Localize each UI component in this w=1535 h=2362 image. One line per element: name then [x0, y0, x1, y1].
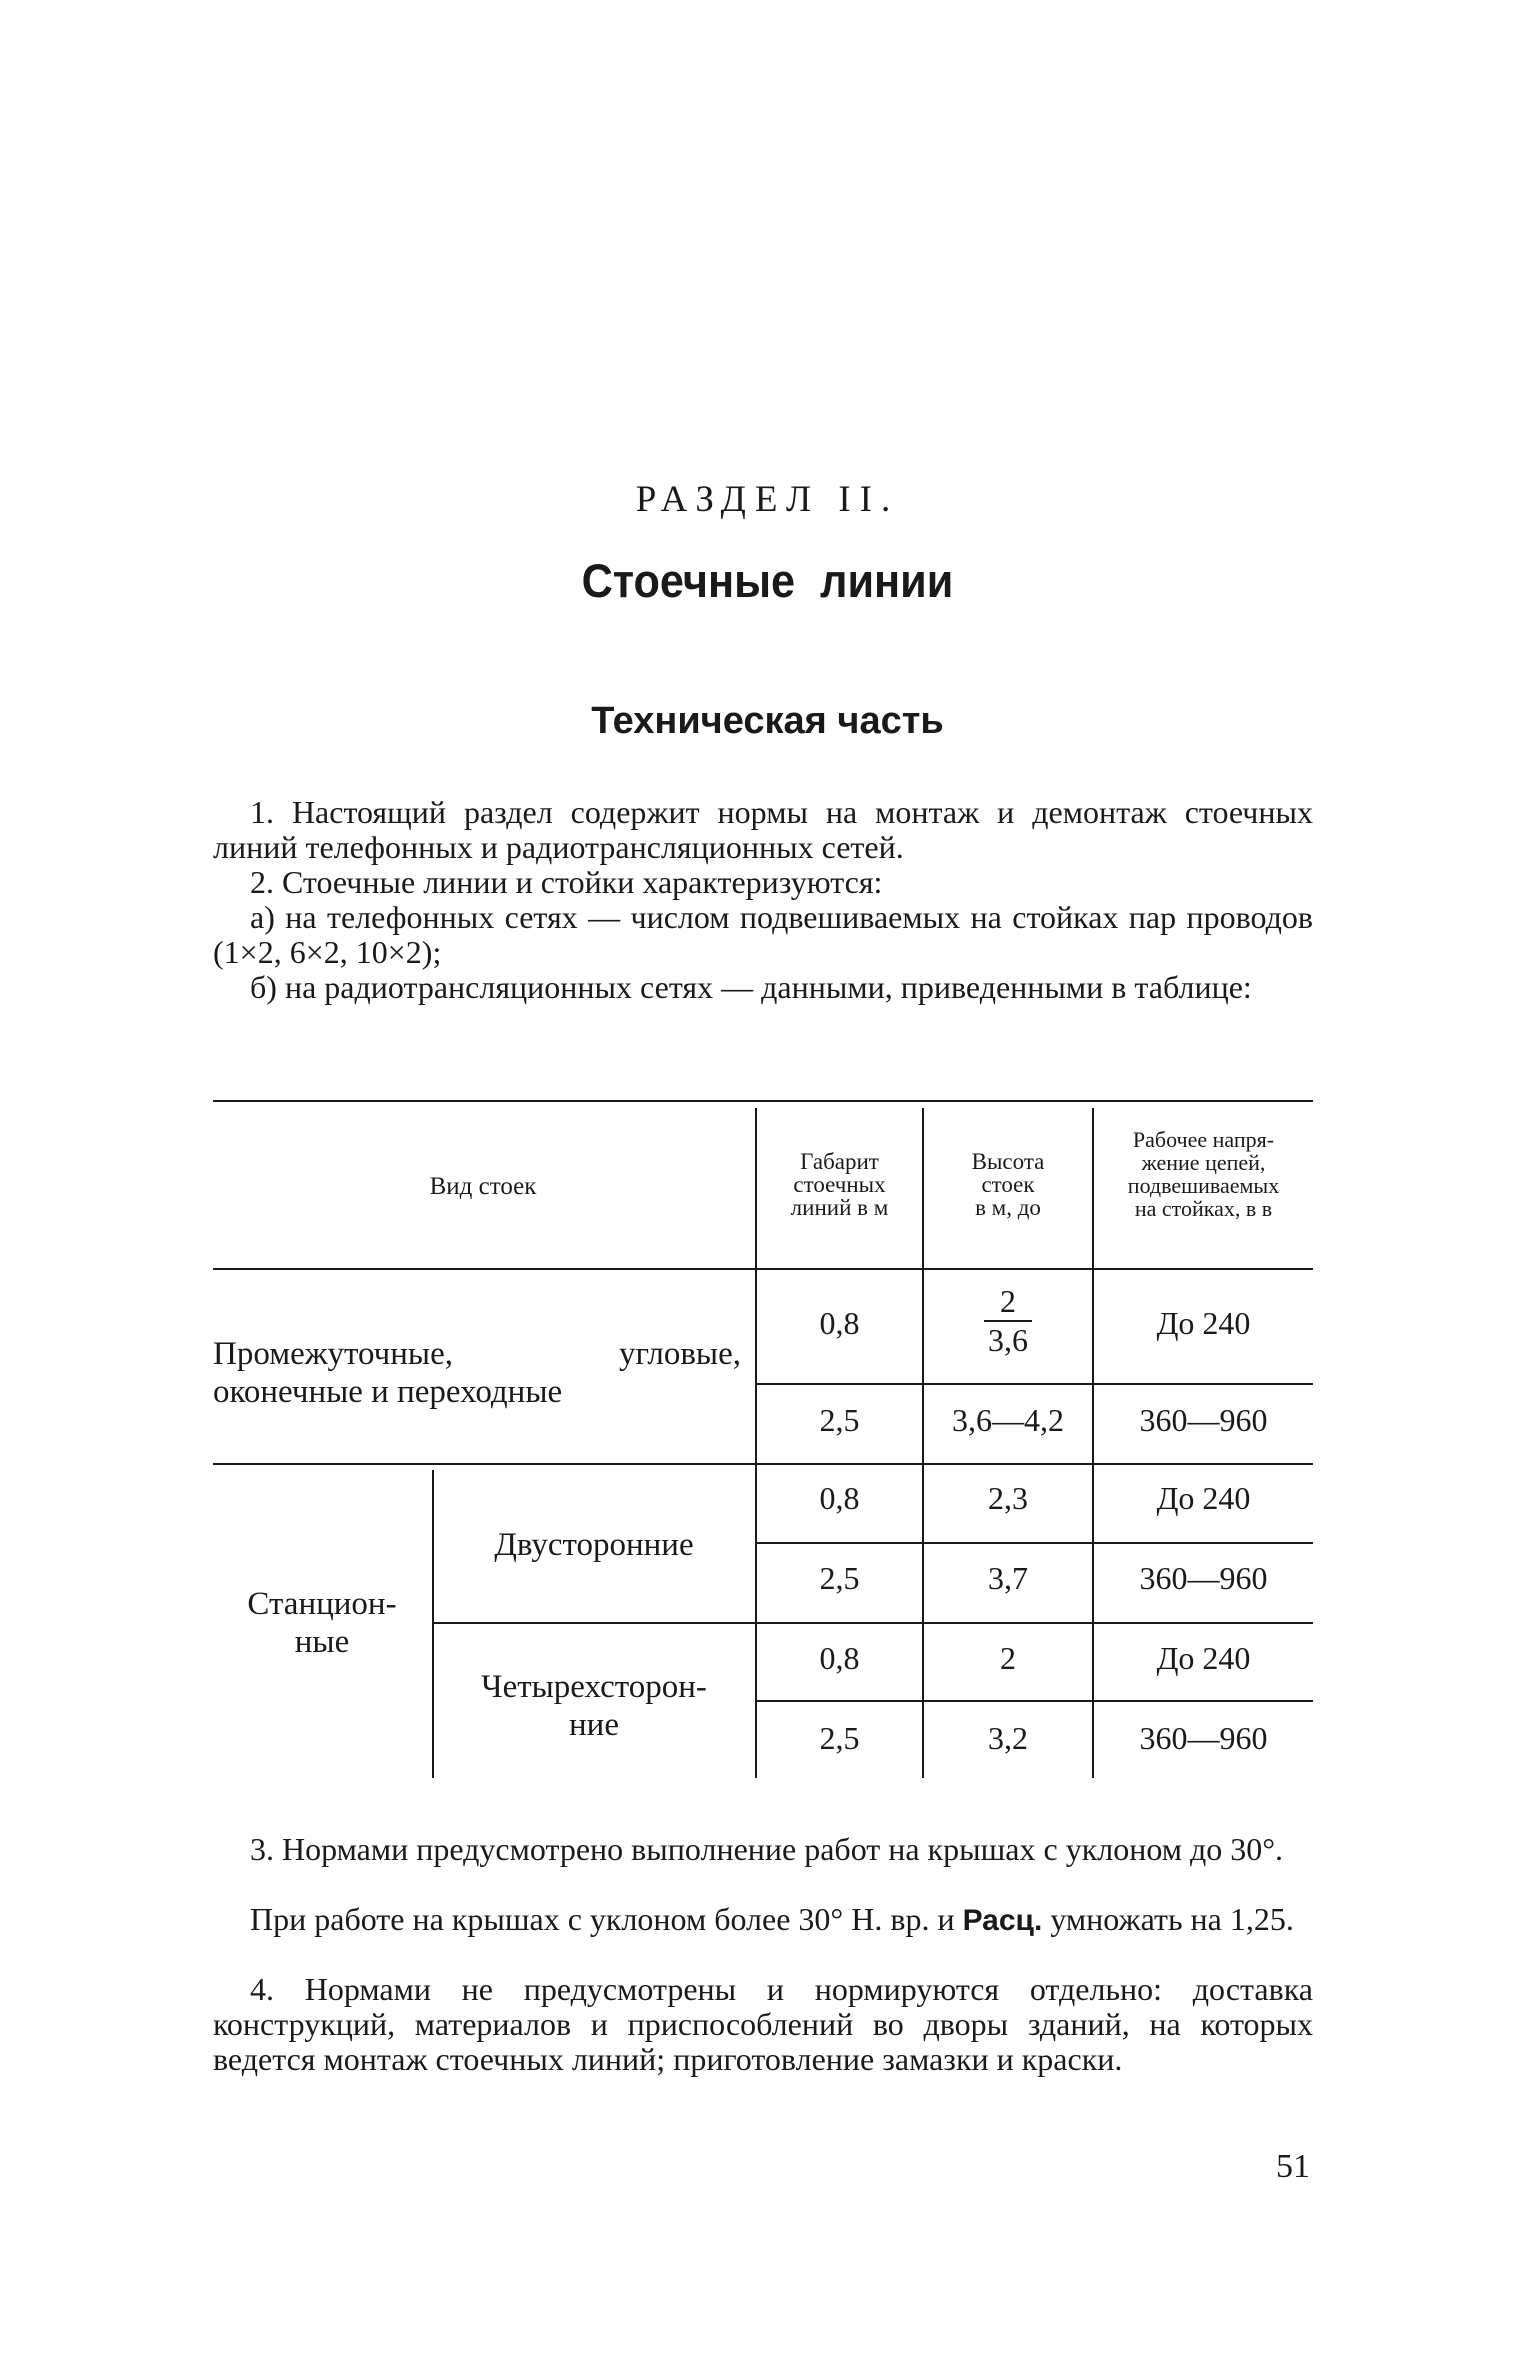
page-title: Стоечные линии	[581, 554, 954, 607]
paragraph-2a: а) на телефонных сетях — числом подвешиваемых на стойках пар проводов (1×2, 6×2, 10×2);	[213, 899, 1313, 970]
s2r2-voltage: 360—960	[1139, 1720, 1268, 1756]
row-rule-g1	[757, 1383, 1313, 1385]
sub2-label: Четырехсторон- ние	[481, 1669, 707, 1743]
g1r1-height: 2 3,6	[924, 1283, 1092, 1359]
header-voltage: Рабочее напря- жение цепей, подвешиваемых на стойках, в в	[1127, 1127, 1280, 1221]
group-rule	[213, 1463, 1313, 1465]
row-rule-s1	[757, 1542, 1313, 1544]
g1r1-gabarit: 0,8	[819, 1305, 860, 1341]
paragraph-4: 4. Нормами не предусмотрены и нормируются отдельно: доставка конструкций, материалов и приспособлений во дворы зданий, на которых ведется монтаж стоечных линий; приготовление замазки и краски.	[213, 1971, 1313, 2077]
s1r1-gabarit: 0,8	[819, 1480, 860, 1516]
s1r2-gabarit: 2,5	[819, 1560, 860, 1596]
sub1-label: Двусторонние	[494, 1527, 694, 1563]
section-label: РАЗДЕЛ II.	[635, 479, 900, 520]
group2-label: Станцион- ные	[247, 1586, 397, 1660]
g1r1-voltage: До 240	[1156, 1305, 1251, 1341]
s1r1-height: 2,3	[988, 1480, 1028, 1516]
paragraph-2: 2. Стоечные линии и стойки характеризуются:	[250, 864, 883, 900]
table-header-rule	[213, 1268, 1313, 1270]
s1r2-voltage: 360—960	[1139, 1560, 1268, 1596]
g1r2-gabarit: 2,5	[819, 1402, 860, 1438]
subgroup-rule	[433, 1622, 1313, 1624]
s2r2-height: 3,2	[988, 1720, 1028, 1756]
table-top-rule	[213, 1100, 1313, 1102]
g1r2-voltage: 360—960	[1139, 1402, 1268, 1438]
row-rule-s2	[757, 1700, 1313, 1702]
paragraph-2b: б) на радиотрансляционных сетях — данными, приведенными в таблице:	[250, 969, 1252, 1005]
group1-label: Промежуточные, угловые, оконечные и переходные	[213, 1336, 741, 1410]
s2r2-gabarit: 2,5	[819, 1720, 860, 1756]
paragraph-3b: При работе на крышах с уклоном более 30° Н. вр. и Расц. умножать на 1,25.	[250, 1901, 1294, 1937]
s2r1-gabarit: 0,8	[819, 1640, 860, 1676]
s2r1-voltage: До 240	[1156, 1640, 1251, 1676]
header-height: Высота стоек в м, до	[971, 1149, 1045, 1220]
header-type: Вид стоек	[429, 1173, 537, 1200]
s1r1-voltage: До 240	[1156, 1480, 1251, 1516]
s2r1-height: 2	[1000, 1640, 1016, 1676]
page-number: 51	[1276, 2148, 1310, 2185]
paragraph-1: 1. Настоящий раздел содержит нормы на монтаж и демонтаж стоечных линий телефонных и радиотрансляционных сетей.	[213, 794, 1313, 865]
s1r2-height: 3,7	[988, 1560, 1028, 1596]
header-gabarit: Габарит стоечных линий в м	[790, 1149, 889, 1220]
subtitle: Техническая часть	[591, 700, 944, 742]
paragraph-3: 3. Нормами предусмотрено выполнение работ на крышах с уклоном до 30°.	[250, 1831, 1284, 1867]
g1r2-height: 3,6—4,2	[952, 1402, 1064, 1438]
